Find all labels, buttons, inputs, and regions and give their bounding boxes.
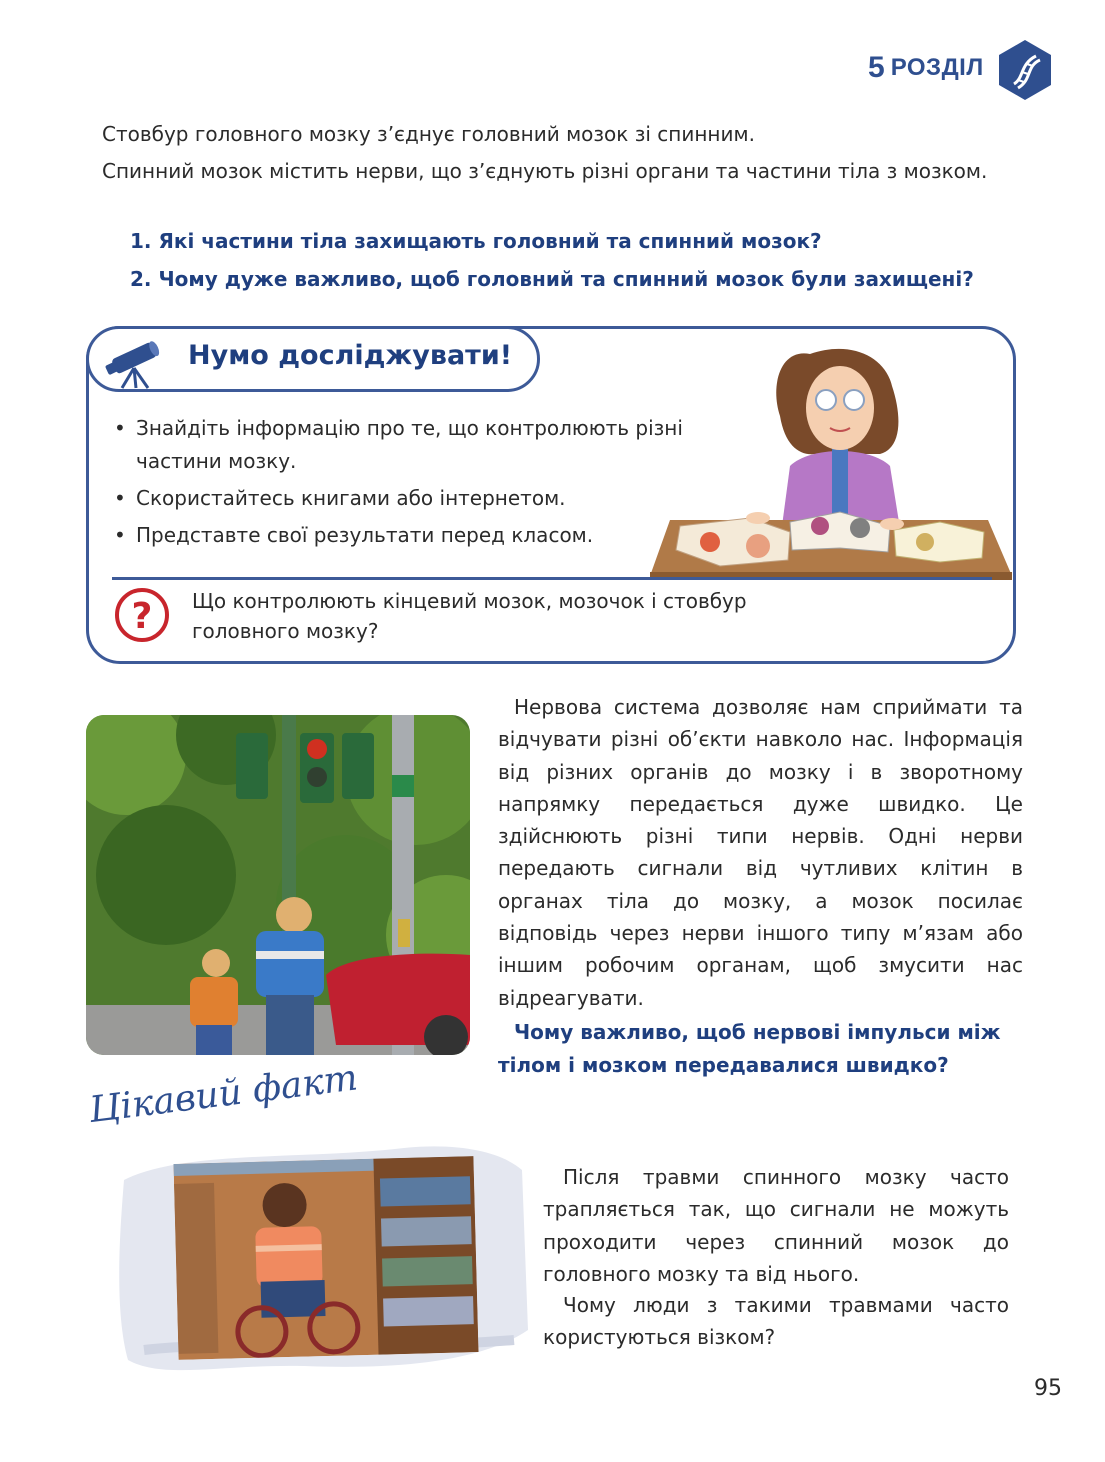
fact-paragraph-1: Після травми спинного мозку часто трапляється так, що сигнали не можуть проходити через спинний мозок до головного мозку та від нього. <box>543 1165 1009 1286</box>
svg-text:?: ? <box>131 596 153 637</box>
dna-hexagon-icon <box>996 38 1054 102</box>
research-question: Що контролюють кінцевий мозок, мозочок і стовбур головного мозку? <box>192 589 747 643</box>
chapter-number: 5 <box>868 51 885 84</box>
page-number: 95 <box>1034 1376 1062 1401</box>
question-mark-icon <box>114 587 170 643</box>
intro-paragraph-2: Спинний мозок містить нерви, що з’єднують різні органи та частини тіла з мозком. <box>102 159 988 183</box>
fact-paragraph-2: Чому люди з такими травмами часто користуються візком? <box>543 1293 1009 1350</box>
children-crossing-photo <box>86 715 470 1055</box>
list-item: • Скористайтесь книгами або інтернетом. <box>112 482 692 515</box>
list-item: • Знайдіть інформацію про те, що контролюють різні частини мозку. <box>112 412 692 478</box>
nervous-system-paragraph: Нервова система дозволяє нам сприймати та відчувати різні об’єкти навколо нас. Інформація від різних органів до мозку і в зворотному напрямку передається дуже швидко. Це здійснюють різні типи нервів. Одні нерви передають сигнали від чутливих клітин в органах тіла до мозку, а мозок посилає відповідь через нерви іншого типу м’язам або іншим робочим органам, щоб змусити нас відреагувати. <box>498 695 1023 1010</box>
chapter-label <box>868 48 984 88</box>
question-1: 1. Які частини тіла захищають головний та спинний мозок? <box>130 229 822 253</box>
chapter-word: РОЗДІЛ <box>890 54 984 81</box>
list-item: • Представте свої результати перед класом. <box>112 519 692 552</box>
research-title: Нумо досліджувати! <box>188 340 513 371</box>
teacher-with-books-illustration <box>640 336 1020 580</box>
nervous-question: Чому важливо, щоб нервові імпульси між тілом і мозком передавалися швидко? <box>498 1020 1001 1077</box>
telescope-icon <box>100 334 170 389</box>
question-2: 2. Чому дуже важливо, щоб головний та спинний мозок були захищені? <box>130 267 974 291</box>
intro-paragraph-1: Стовбур головного мозку з’єднує головний мозок зі спинним. <box>102 122 755 146</box>
section-divider <box>112 577 992 580</box>
research-list <box>112 412 692 556</box>
fun-fact-title: Цікавий факт <box>87 1057 360 1131</box>
boy-wheelchair-photo <box>173 1156 478 1360</box>
